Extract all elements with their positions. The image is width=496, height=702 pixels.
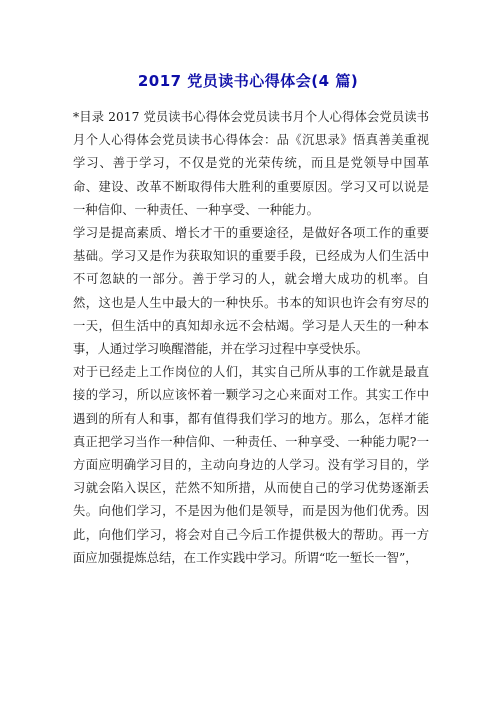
document-title: 2017 党员读书心得体会(4 篇) [137,72,359,90]
document-body [73,106,429,570]
paragraph-2: 学习是提高素质、增长才干的重要途径，是做好各项工作的重要基础。学习又是作为获取知识的重要手段，已经成为人们生活中不可忽缺的一部分。善于学习的人，就会增大成功的机率。自然，这也是人生中最大的一种快乐。书本的知识也许会有穷尽的一天，但生活中的真知却永远不会枯竭。学习是人天生的一种本事，人通过学习唤醒潜能，并在学习过程中享受快乐。 [73,226,429,357]
paragraph-1: *目录 2017 党员读书心得体会党员读书月个人心得体会党员读书月个人心得体会党员读书心得体会：品《沉思录》悟真善美重视学习、善于学习，不仅是党的光荣传统，而且是党领导中国革命、建设、改革不断取得伟大胜利的重要原因。学习又可以说是一种信仰、一种责任、一种享受、一种能力。 [73,110,429,217]
paragraph-3: 对于已经走上工作岗位的人们，其实自己所从事的工作就是最直接的学习，所以应该怀着一颗学习之心来面对工作。其实工作中遇到的所有人和事，都有值得我们学习的地方。那么，怎样才能真正把学习当作一种信仰、一种责任、一种享受、一种能力呢?一方面应明确学习目的，主动向身边的人学习。没有学习目的，学习就会陷入误区，茫然不知所措，从而使自己的学习优势逐渐丢失。向他们学习，不是因为他们是领导，而是因为他们优秀。因此，向他们学习，将会对自己今后工作提供极大的帮助。再一方面应加强提炼总结，在工作实践中学习。所谓“吃一堑长一智”， [73,365,429,565]
